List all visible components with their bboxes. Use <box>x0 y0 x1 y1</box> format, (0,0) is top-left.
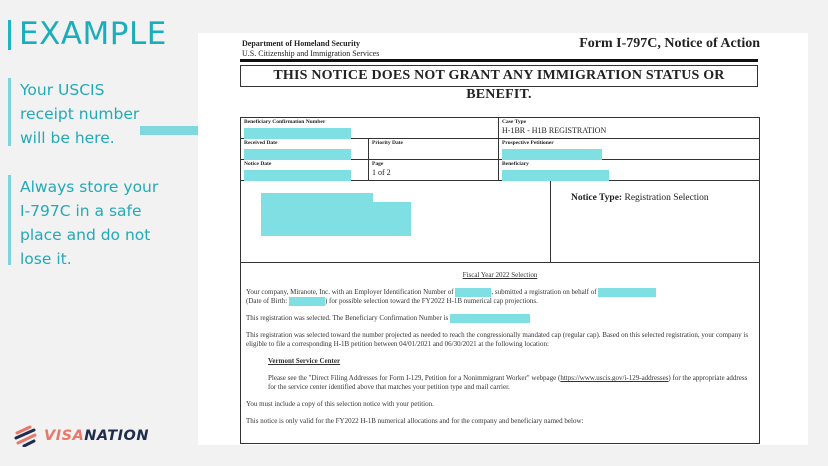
note-line: Your USCIS <box>20 81 105 99</box>
notice-type <box>551 181 759 262</box>
paragraph-validity: This notice is only valid for the FY2022 H-1B numerical allocations and for the company and beneficiary named below: <box>246 417 584 426</box>
field-beneficiary <box>499 160 759 180</box>
note-line: lose it. <box>20 250 72 268</box>
redaction-block <box>455 288 491 297</box>
visanation-logo <box>14 425 149 447</box>
table-row <box>241 118 759 139</box>
field-case-type <box>499 118 759 138</box>
redaction-block <box>289 297 325 306</box>
table-row <box>241 139 759 160</box>
header-rule <box>240 59 758 62</box>
redaction-block <box>244 149 351 160</box>
table-row <box>241 160 759 181</box>
text: This registration was selected. The Beneficiary Confirmation Number is <box>246 314 449 323</box>
paragraph-selected <box>246 314 754 323</box>
paragraph-eligibility: This registration was selected toward the number projected as needed to reach the congressionally mandated cap (regular cap). Based on this selected registration, your company is eligible to file a corresponding H-1B petition between 04/01/2021 and 06/30/2021 at the following location: <box>246 331 749 349</box>
field-label: Prospective Petitioner <box>502 140 554 146</box>
text: ) for possible selection toward the FY2022 H-1B numerical cap projections. <box>324 297 538 306</box>
field-label: Page <box>372 161 384 167</box>
example-heading: EXAMPLE <box>19 16 167 52</box>
uscis-addresses-link[interactable]: https://www.uscis.gov/i-129-addresses <box>560 374 669 383</box>
notice-type-label: Notice Type: <box>571 193 623 203</box>
address-and-notice-type <box>241 181 759 263</box>
note-line: place and do not <box>20 226 151 244</box>
section-title: Fiscal Year 2022 Selection <box>462 271 538 279</box>
field-label: Notice Date <box>244 161 272 167</box>
text: (Date of Birth: <box>246 297 288 306</box>
text: Your company, Miranote, Inc. with an Employer Identification Number of <box>246 288 454 297</box>
logo-visa-text: VISA <box>44 428 85 444</box>
field-label: Received Date <box>244 140 278 146</box>
field-label: Beneficiary Confirmation Number <box>244 119 326 125</box>
note-line: receipt number <box>20 105 140 123</box>
agency-header <box>242 39 379 59</box>
field-notice-date <box>241 160 369 180</box>
redaction-block <box>244 128 351 139</box>
globe-stripes-icon <box>14 425 38 447</box>
left-panel <box>0 0 200 466</box>
redaction-block <box>244 170 351 181</box>
note-line: Always store your <box>20 178 159 196</box>
service-center-name: Vermont Service Center <box>268 357 341 366</box>
note-line: I-797C in a safe <box>20 202 142 220</box>
field-prospective-petitioner <box>499 139 759 159</box>
agency-subdivision: U.S. Citizenship and Immigration Services <box>242 49 380 58</box>
redaction-block <box>502 170 609 181</box>
field-label: Priority Date <box>372 140 403 146</box>
paragraph-include-copy: You must include a copy of this selection notice with your petition. <box>246 400 434 409</box>
notice-type-value: Registration Selection <box>624 193 709 203</box>
field-received-date <box>241 139 369 159</box>
text: Please see the "Direct Filing Addresses for Form I-129, Petition for a Nonimmigrant Worker" webpage ( <box>268 374 561 383</box>
text: , submitted a registration on behalf of <box>491 288 597 297</box>
redaction-block <box>598 288 656 297</box>
redaction-block <box>261 202 411 236</box>
service-center <box>246 357 754 366</box>
heading-accent-bar <box>8 20 11 50</box>
case-info-table <box>240 117 760 444</box>
field-priority-date <box>369 139 499 159</box>
agency-department: Department of Homeland Security <box>242 39 360 48</box>
paragraph-filing-addresses <box>246 374 754 392</box>
redaction-block <box>502 149 602 160</box>
form-title: Form I-797C, Notice of Action <box>579 36 760 51</box>
paragraph-registration <box>246 288 754 306</box>
notice-body <box>241 263 759 443</box>
disclaimer-banner: THIS NOTICE DOES NOT GRANT ANY IMMIGRATION STATUS OR BENEFIT. <box>240 65 758 87</box>
field-label: Beneficiary <box>502 161 529 167</box>
i797c-document <box>198 33 808 445</box>
field-beneficiary-confirmation-number <box>241 118 499 138</box>
note-line: will be here. <box>20 129 115 147</box>
logo-nation-text: NATION <box>84 428 150 444</box>
text: ) for the appropriate address for the service center identified above that matches your petition type and mail carrier. <box>268 374 748 392</box>
field-value: 1 of 2 <box>372 168 391 177</box>
redaction-block <box>450 314 530 323</box>
storage-note <box>8 175 198 268</box>
address-block <box>241 181 551 262</box>
field-value: H-1BR - H1B REGISTRATION <box>502 126 607 135</box>
field-label: Case Type <box>502 119 527 125</box>
field-page <box>369 160 499 180</box>
